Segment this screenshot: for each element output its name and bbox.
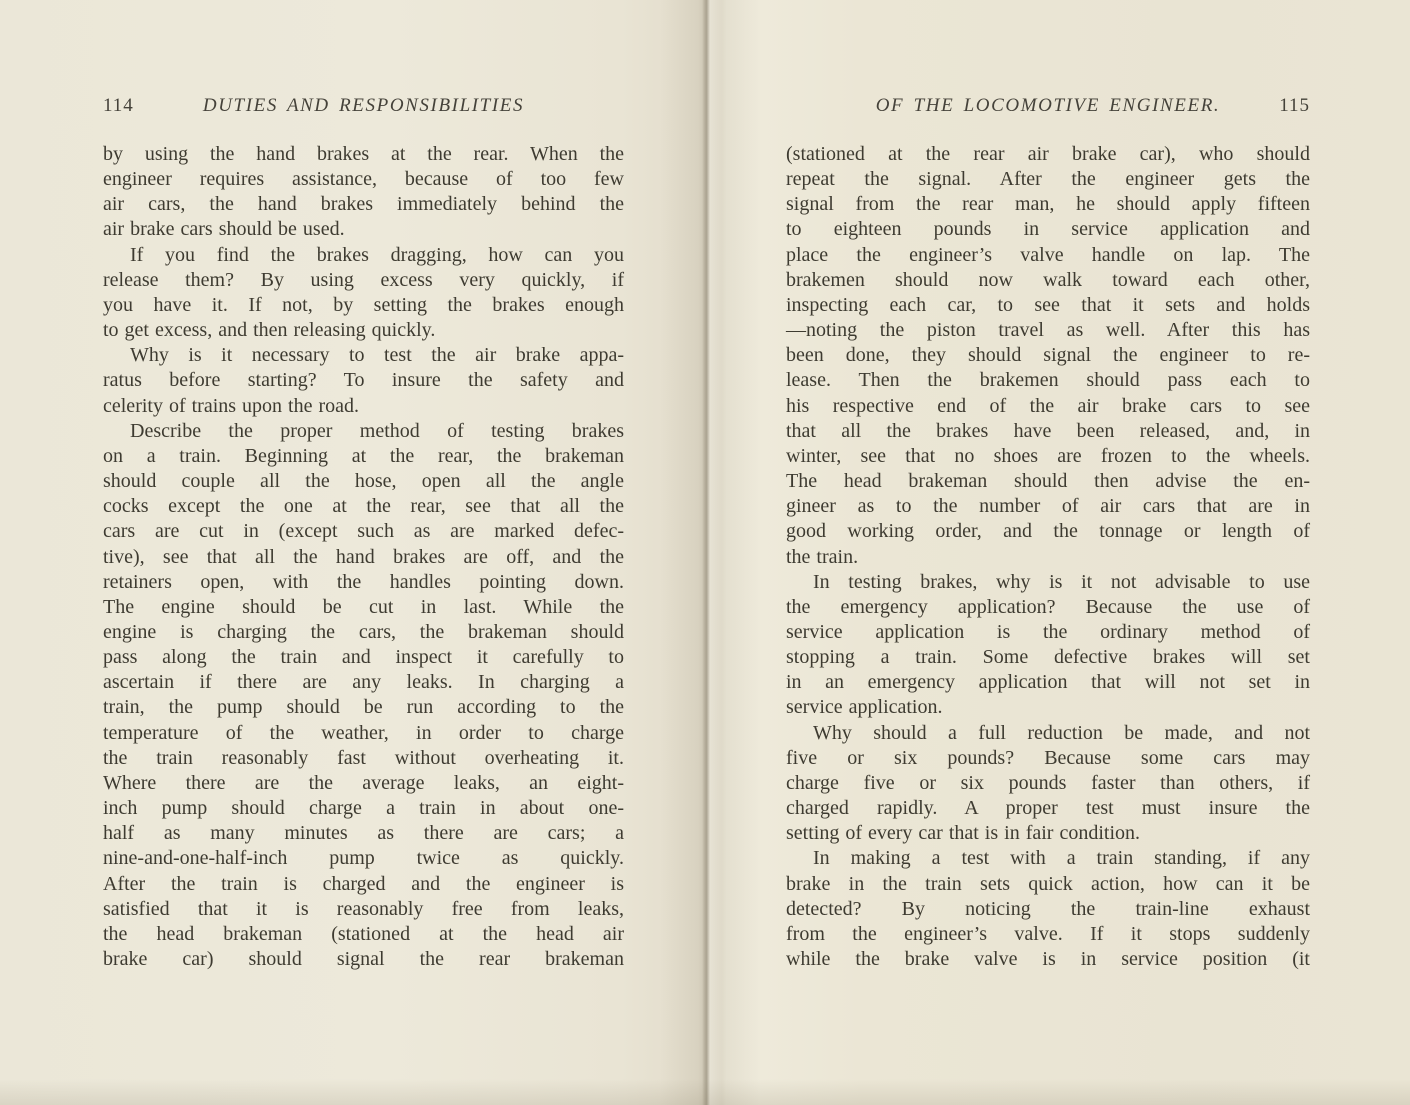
text-line: temperature of the weather, in order to charge <box>103 721 624 744</box>
text-line: should couple all the hose, open all the angle <box>103 470 624 493</box>
text-line: air brake cars should be used. <box>103 218 345 241</box>
text-line: brake in the train sets quick action, how can it be <box>786 872 1310 895</box>
text-line: inspecting each car, to see that it sets and holds <box>786 293 1310 316</box>
page-right <box>705 0 1410 1105</box>
text-line: nine-and-one-half-inch pump twice as quickly. <box>103 847 624 870</box>
text-line: After the train is charged and the engineer is <box>103 872 624 895</box>
text-line: ascertain if there are any leaks. In charging a <box>103 671 624 694</box>
text-line: engineer requires assistance, because of too few <box>103 168 624 191</box>
text-line: train, the pump should be run according to the <box>103 696 624 719</box>
text-line: you have it. If not, by setting the brakes enough <box>103 293 624 316</box>
text-line: the train reasonably fast without overheating it. <box>103 746 624 769</box>
text-line: good working order, and the tonnage or length of <box>786 520 1310 543</box>
text-line: ratus before starting? To insure the safety and <box>103 369 624 392</box>
text-line: repeat the signal. After the engineer gets the <box>786 168 1310 191</box>
text-line: tive), see that all the hand brakes are off, and the <box>103 545 624 568</box>
text-line: charge five or six pounds faster than others, if <box>786 771 1310 794</box>
text-line: signal from the rear man, he should apply fifteen <box>786 193 1310 216</box>
text-line: —noting the piston travel as well. After this has <box>786 319 1310 342</box>
text-line: on a train. Beginning at the rear, the brakeman <box>103 444 624 467</box>
text-line: In testing brakes, why is it not advisable to use <box>813 570 1310 593</box>
text-line: charged rapidly. A proper test must insure the <box>786 797 1310 820</box>
text-line: Where there are the average leaks, an eight- <box>103 771 624 794</box>
text-line: by using the hand brakes at the rear. When the <box>103 143 624 165</box>
page-header-right <box>786 95 1310 119</box>
text-line: his respective end of the air brake cars to see <box>786 394 1310 417</box>
text-line: gineer as to the number of air cars that are in <box>786 495 1310 518</box>
text-line: the emergency application? Because the use of <box>786 595 1310 618</box>
text-line: Why is it necessary to test the air brake appa- <box>130 344 624 367</box>
text-line: In making a test with a train standing, if any <box>813 847 1310 870</box>
text-line: detected? By noticing the train-line exhaust <box>786 897 1310 920</box>
text-line: lease. Then the brakemen should pass each to <box>786 369 1310 392</box>
running-title-right: OF THE LOCOMOTIVE ENGINEER. <box>875 95 1221 116</box>
running-title-left: DUTIES AND RESPONSIBILITIES <box>202 95 525 116</box>
text-line: pass along the train and inspect it carefully to <box>103 646 624 669</box>
text-line: celerity of trains upon the road. <box>103 394 360 417</box>
text-line: satisfied that it is reasonably free from leaks, <box>103 897 624 920</box>
text-line: setting of every car that is in fair condition. <box>786 822 1141 845</box>
text-line: inch pump should charge a train in about one- <box>103 797 624 820</box>
text-line: (stationed at the rear air brake car), who should <box>786 143 1310 165</box>
text-line: five or six pounds? Because some cars may <box>786 746 1310 769</box>
text-line: to get excess, and then releasing quickly. <box>103 319 436 342</box>
text-line: the train. <box>786 545 859 568</box>
text-line: brake car) should signal the rear brakeman <box>103 948 624 970</box>
text-line: while the brake valve is in service position (it <box>786 948 1310 970</box>
text-line: stopping a train. Some defective brakes will set <box>786 646 1310 669</box>
text-line: Describe the proper method of testing brakes <box>130 419 624 442</box>
text-line: to eighteen pounds in service application and <box>786 218 1310 241</box>
text-line: from the engineer’s valve. If it stops suddenly <box>786 922 1310 945</box>
body-text-left <box>103 142 624 972</box>
text-line: The engine should be cut in last. While the <box>103 595 624 618</box>
text-line: The head brakeman should then advise the en- <box>786 470 1310 493</box>
text-line: winter, see that no shoes are frozen to the wheels. <box>786 444 1310 467</box>
page-header-left <box>103 95 624 119</box>
text-line: that all the brakes have been released, and, in <box>786 419 1310 442</box>
text-line: air cars, the hand brakes immediately behind the <box>103 193 624 216</box>
text-line: the head brakeman (stationed at the head air <box>103 922 624 945</box>
text-line: retainers open, with the handles pointing down. <box>103 570 624 593</box>
text-line: cars are cut in (except such as are marked defec- <box>103 520 624 543</box>
body-text-right <box>786 142 1310 972</box>
text-line: service application. <box>786 696 943 719</box>
text-line: engine is charging the cars, the brakeman should <box>103 620 624 643</box>
text-line: If you find the brakes dragging, how can you <box>130 243 624 266</box>
text-line: Why should a full reduction be made, and not <box>813 721 1310 744</box>
text-line: cocks except the one at the rear, see that all the <box>103 495 624 518</box>
text-line: brakemen should now walk toward each other, <box>786 268 1310 291</box>
text-line: service application is the ordinary method of <box>786 620 1310 643</box>
text-line: half as many minutes as there are cars; a <box>103 822 624 845</box>
page-number-left: 114 <box>103 95 134 116</box>
text-line: been done, they should signal the engineer to re- <box>786 344 1310 367</box>
text-line: place the engineer’s valve handle on lap. The <box>786 243 1310 266</box>
text-line: in an emergency application that will not set in <box>786 671 1310 694</box>
page-number-right: 115 <box>1279 95 1310 116</box>
text-line: release them? By using excess very quickly, if <box>103 268 624 291</box>
